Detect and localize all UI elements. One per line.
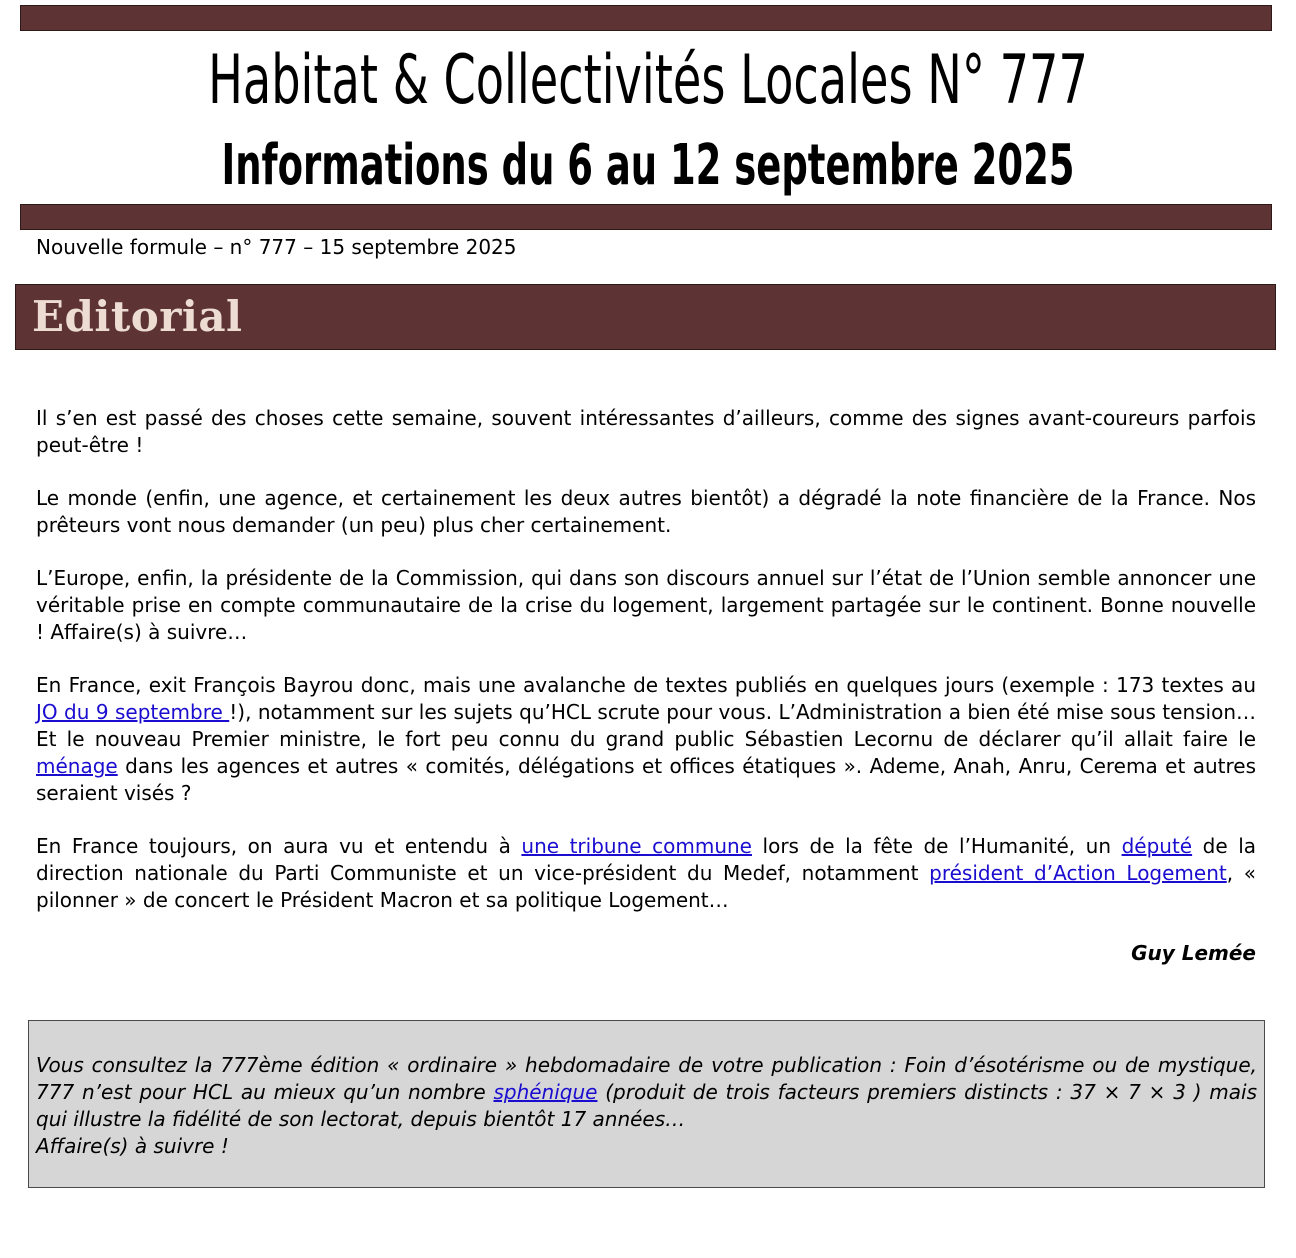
paragraph-text: de la direction nationale du Parti Communiste et un vice-président du Medef, notamment	[36, 834, 1257, 885]
editorial-paragraph-5	[36, 833, 1256, 914]
note-box	[28, 1020, 1265, 1188]
note-paragraph	[36, 1052, 1257, 1133]
editorial-paragraph-1: Il s’en est passé des choses cette semaine, souvent intéressantes d’ailleurs, comme des signes avant-coureurs parfois peut-être !	[36, 406, 1256, 457]
note-text	[36, 1052, 1257, 1160]
section-heading: Editorial	[32, 292, 243, 341]
author-signature: Guy Lemée	[1131, 941, 1256, 965]
editorial-paragraph-4	[36, 672, 1256, 807]
link-sphenique[interactable]: sphénique	[493, 1080, 598, 1104]
note-text-part: (produit de trois facteurs premiers distincts : 37 × 7 × 3 ) mais qui illustre la fidélité de son lectorat, depuis bientôt 17 années…	[36, 1080, 1257, 1131]
paragraph-text: , « pilonner » de concert le Président Macron et sa politique Logement…	[36, 861, 1257, 912]
section-heading-bar	[15, 284, 1276, 350]
link-tribune-commune[interactable]: une tribune commune	[521, 834, 752, 858]
paragraph-text: !), notamment sur les sujets qu’HCL scrute pour vous. L’Administration a bien été mise sous tension… Et le nouveau Premier ministre, le fort peu connu du grand public Sébastien Lecornu de déclarer qu’il allait faire le	[36, 700, 1257, 751]
paragraph-text: En France toujours, on aura vu et entendu à	[36, 834, 522, 858]
link-depute[interactable]: député	[1121, 834, 1193, 858]
editorial-paragraph-3: L’Europe, enfin, la présidente de la Commission, qui dans son discours annuel sur l’état de l’Union semble annoncer une véritable prise en compte communautaire de la crise du logement, largement partagée sur le continent. Bonne nouvelle ! Affaire(s) à suivre…	[36, 566, 1256, 644]
paragraph-text: lors de la fête de l’Humanité, un	[751, 834, 1122, 858]
paragraph-text: dans les agences et autres « comités, délégations et offices étatiques ». Ademe, Anah, Anru, Cerema et autres seraient visés ?	[36, 754, 1256, 805]
link-menage[interactable]: ménage	[36, 754, 118, 778]
issue-line: Nouvelle formule – n° 777 – 15 septembre 2025	[36, 235, 517, 259]
editorial-paragraph-2: Le monde (enfin, une agence, et certainement les deux autres bientôt) a dégradé la note financière de la France. Nos prêteurs vont nous demander (un peu) plus cher certainement.	[36, 486, 1256, 537]
link-president-action-logement[interactable]: président d’Action Logement	[929, 861, 1227, 885]
paragraph-text: En France, exit François Bayrou donc, mais une avalanche de textes publiés en quelques jours (exemple : 173 textes au	[36, 673, 1256, 697]
note-text-part: Vous consultez la 777ème édition « ordinaire » hebdomadaire de votre publication : Foin d’ésotérisme ou de mystique, 777 n’est pour HCL au mieux qu’un nombre	[36, 1053, 1257, 1104]
publication-subtitle: Informations du 6 au 12 septembre 2025	[221, 133, 1075, 198]
note-last-line: Affaire(s) à suivre !	[36, 1134, 229, 1158]
header-bottom-band	[20, 204, 1272, 230]
publication-title: Habitat & Collectivités Locales N° 777	[208, 41, 1088, 120]
link-jo-9-septembre[interactable]: JO du 9 septembre	[36, 700, 230, 724]
editorial-body	[36, 405, 1256, 993]
header-top-band	[20, 5, 1272, 31]
